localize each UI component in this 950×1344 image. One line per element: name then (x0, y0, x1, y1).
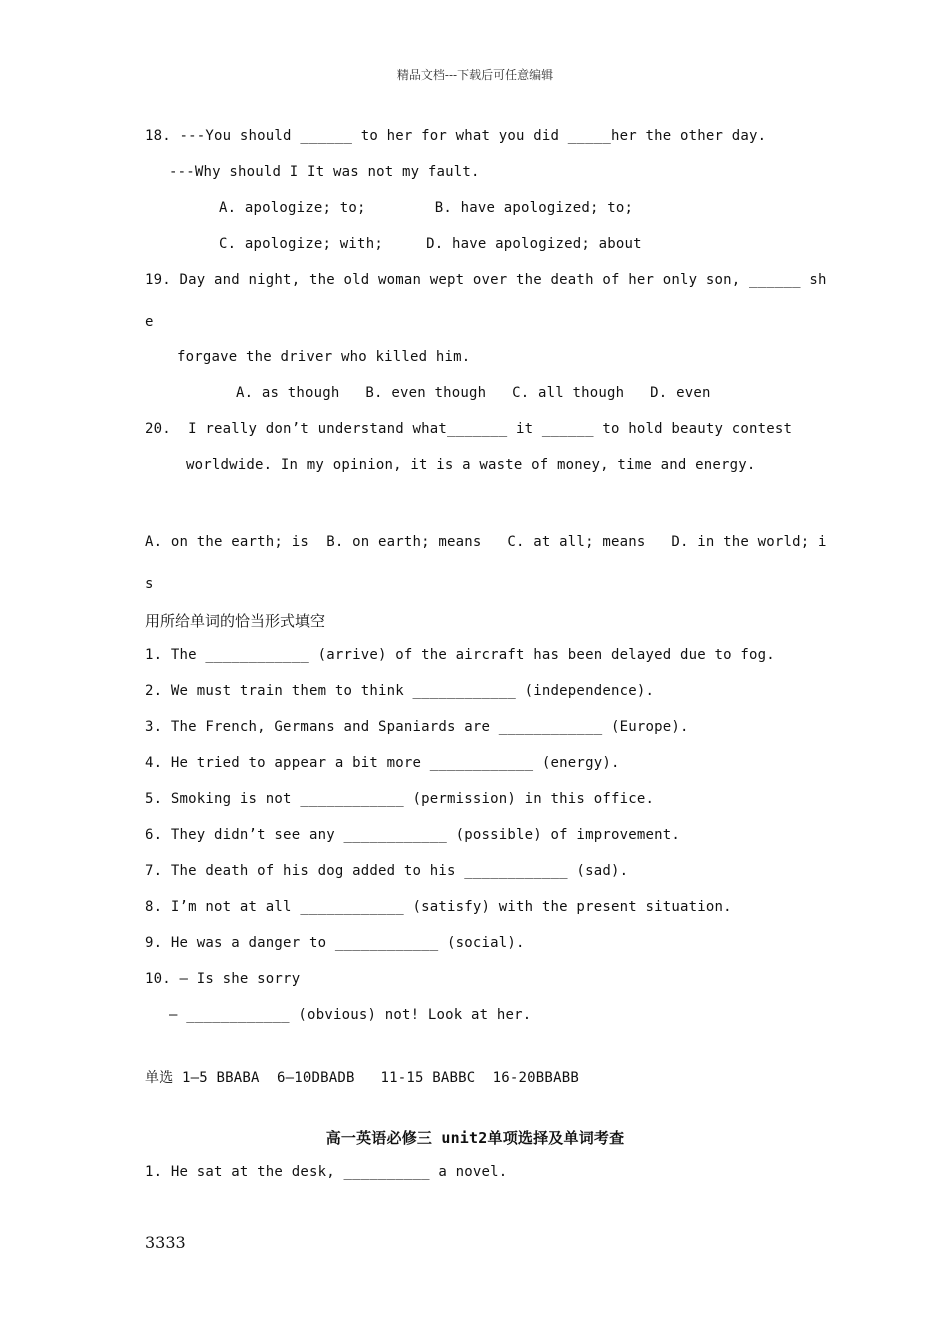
fill-item-5: 5. Smoking is not ____________ (permission) in this office. (145, 791, 655, 807)
next-question-1: 1. He sat at the desk, __________ a novel. (145, 1164, 508, 1180)
question-20-options-wrap: s (145, 576, 154, 592)
question-20-line2: worldwide. In my opinion, it is a waste of money, time and energy. (186, 457, 756, 473)
unit-title: 高一英语必修三 unit2单项选择及单词考查 (325, 1129, 625, 1147)
fill-item-7: 7. The death of his dog added to his ____________ (sad). (145, 863, 629, 879)
question-18-options-ab: A. apologize; to; B. have apologized; to; (219, 200, 634, 216)
question-19-line2: forgave the driver who killed him. (177, 349, 471, 365)
fill-item-1: 1. The ____________ (arrive) of the aircraft has been delayed due to fog. (145, 647, 775, 663)
section-heading: 用所给单词的恰当形式填空 (145, 612, 326, 630)
question-18-options-cd: C. apologize; with; D. have apologized; about (219, 236, 642, 252)
question-20-options: A. on the earth; is B. on earth; means C. at all; means D. in the world; i (145, 534, 827, 550)
fill-item-6: 6. They didn’t see any ____________ (possible) of improvement. (145, 827, 680, 843)
fill-item-3: 3. The French, Germans and Spaniards are ____________ (Europe). (145, 719, 689, 735)
question-19-line1: 19. Day and night, the old woman wept over the death of her only son, ______ sh (145, 272, 827, 288)
page-header: 精品文档---下载后可任意编辑 (396, 68, 554, 82)
page-number: 3333 (145, 1233, 186, 1252)
question-18-line1: 18. ---You should ______ to her for what you did _____her the other day. (145, 128, 767, 144)
fill-item-2: 2. We must train them to think ____________ (independence). (145, 683, 655, 699)
question-19-line1-wrap: e (145, 314, 154, 330)
question-19-options: A. as though B. even though C. all though D. even (236, 385, 711, 401)
answer-key: 单选 1—5 BBABA 6—10DBADB 11-15 BABBC 16-20BBABB (145, 1070, 579, 1086)
fill-item-10: 10. — Is she sorry (145, 971, 301, 987)
fill-item-8: 8. I’m not at all ____________ (satisfy) with the present situation. (145, 899, 732, 915)
question-20-line1: 20. I really don’t understand what_______ it ______ to hold beauty contest (145, 421, 793, 437)
fill-item-4: 4. He tried to appear a bit more ____________ (energy). (145, 755, 620, 771)
question-18-line2: ---Why should I It was not my fault. (169, 164, 480, 180)
fill-item-10-answer: — ____________ (obvious) not! Look at her. (169, 1007, 532, 1023)
fill-item-9: 9. He was a danger to ____________ (social). (145, 935, 525, 951)
